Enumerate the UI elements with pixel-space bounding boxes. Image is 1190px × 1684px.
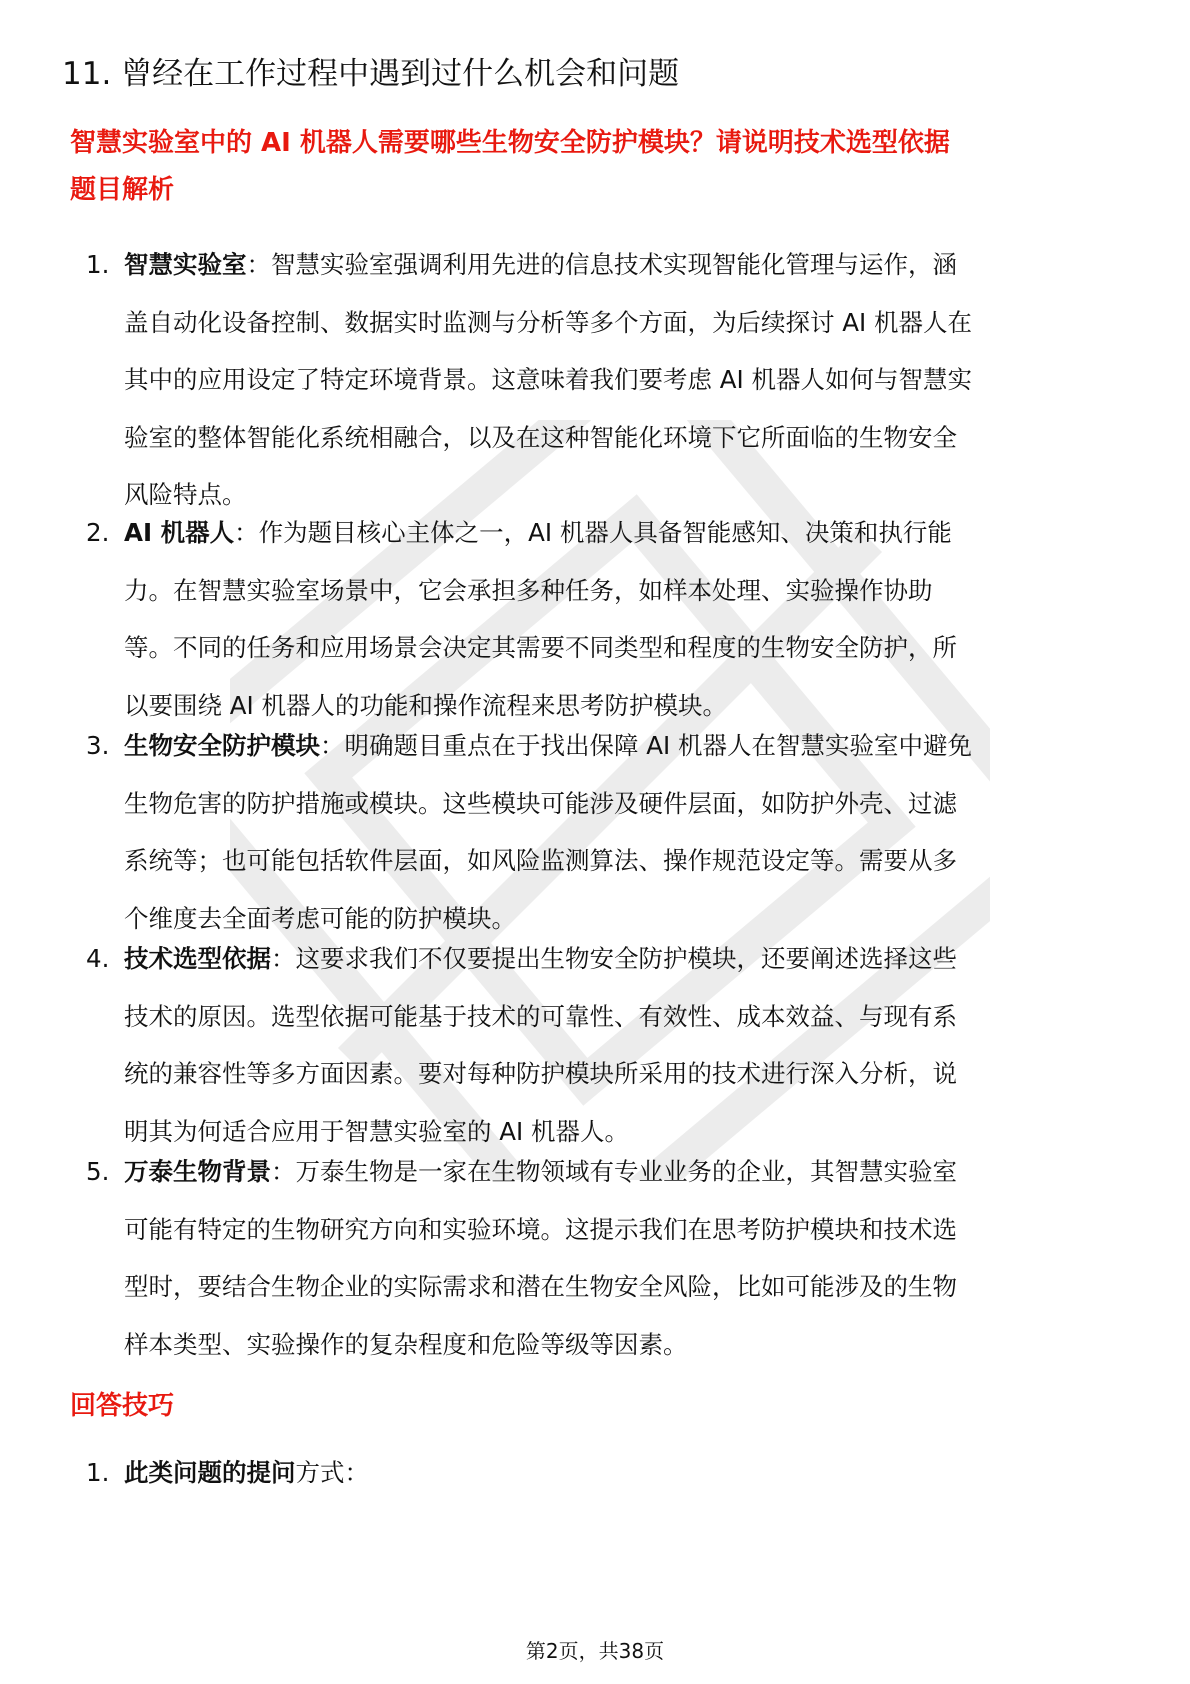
list-item-text [124,930,1124,1160]
list-item-line [124,1444,1124,1502]
list-item-term: 生物安全防护模块 [124,731,320,760]
list-item-line: 盖自动化设备控制、数据实时监测与分析等多个方面，为后续探讨 AI 机器人在 [124,307,973,337]
list-item-line: 以要围绕 AI 机器人的功能和操作流程来思考防护模块。 [124,690,728,720]
list-item-term: 智慧实验室 [124,250,247,279]
list-item-line: 力。在智慧实验室场景中，它会承担多种任务，如样本处理、实验操作协助 [124,575,933,605]
list-item-line: 样本类型、实验操作的复杂程度和危险等级等因素。 [124,1329,688,1359]
list-item-line: 等。不同的任务和应用场景会决定其需要不同类型和程度的生物安全防护，所 [124,633,957,662]
list-item-colon: ： [320,731,345,760]
list-item-line: 其中的应用设定了特定环境背景。这意味着我们要考虑 AI 机器人如何与智慧实 [124,365,973,394]
list-item-line: 可能有特定的生物研究方向和实验环境。这提示我们在思考防护模块和技术选 [124,1214,957,1244]
question-title: 智慧实验室中的 AI 机器人需要哪些生物安全防护模块？请说明技术选型依据 [70,128,950,158]
list-item-line-text: 明确题目重点在于找出保障 AI 机器人在智慧实验室中避免 [344,731,973,760]
list-item-text [124,717,1124,947]
analysis-heading: 题目解析 [70,175,175,205]
list-item-line [124,717,1124,775]
list-item-number: 1. [86,1458,110,1487]
list-item-colon: ： [271,1157,296,1186]
list-item-line: 生物危害的防护措施或模块。这些模块可能涉及硬件层面，如防护外壳、过滤 [124,788,957,818]
list-item-line-text: 智慧实验室强调利用先进的信息技术实现智能化管理与运作，涵 [271,250,957,279]
list-item-colon: ： [234,518,259,547]
list-item-number: 5. [86,1157,110,1186]
list-item-colon: ： [246,250,271,279]
list-item-line: 统的兼容性等多方面因素。要对每种防护模块所采用的技术进行深入分析，说 [124,1059,957,1088]
list-item-colon: ： [271,944,296,973]
list-item-line: 验室的整体智能化系统相融合，以及在这种智能化环境下它所面临的生物安全 [124,422,957,452]
list-item-term: AI 机器人 [124,518,235,547]
tips-heading: 回答技巧 [70,1391,175,1421]
list-item-line-text: 方式： [295,1458,369,1487]
list-item-line: 风险特点。 [124,480,247,509]
list-item-line [124,504,1124,562]
list-item-text [124,504,1124,734]
list-item-line [124,930,1124,988]
list-item-text [124,236,1124,524]
list-item-line-text: 作为题目核心主体之一，AI 机器人具备智能感知、决策和执行能 [258,518,952,547]
list-item-text [124,1143,1124,1373]
list-item-term: 此类问题的提问 [124,1458,296,1487]
list-item-line-text: 万泰生物是一家在生物领域有专业业务的企业，其智慧实验室 [295,1157,957,1186]
list-item-line: 技术的原因。选型依据可能基于技术的可靠性、有效性、成本效益、与现有系 [124,1001,957,1031]
list-item-number: 1. [86,250,110,279]
list-item-line-text: 这要求我们不仅要提出生物安全防护模块，还要阐述选择这些 [295,944,957,973]
list-item-line: 型时，要结合生物企业的实际需求和潜在生物安全风险，比如可能涉及的生物 [124,1272,957,1301]
list-item-text [124,1444,1124,1502]
list-item-line: 明其为何适合应用于智慧实验室的 AI 机器人。 [124,1116,630,1146]
list-item-number: 4. [86,944,110,973]
list-item-number: 2. [86,518,110,547]
list-item-line [124,1143,1124,1201]
list-item-line [124,236,1124,294]
list-item-number: 3. [86,731,110,760]
list-item-line: 个维度去全面考虑可能的防护模块。 [124,903,516,933]
page-number: 第2页，共38页 [525,1639,665,1663]
section-heading: 11. 曾经在工作过程中遇到过什么机会和问题 [62,56,680,92]
list-item-term: 万泰生物背景 [124,1157,271,1186]
list-item-term: 技术选型依据 [124,944,271,973]
list-item-line: 系统等；也可能包括软件层面，如风险监测算法、操作规范设定等。需要从多 [124,846,957,875]
